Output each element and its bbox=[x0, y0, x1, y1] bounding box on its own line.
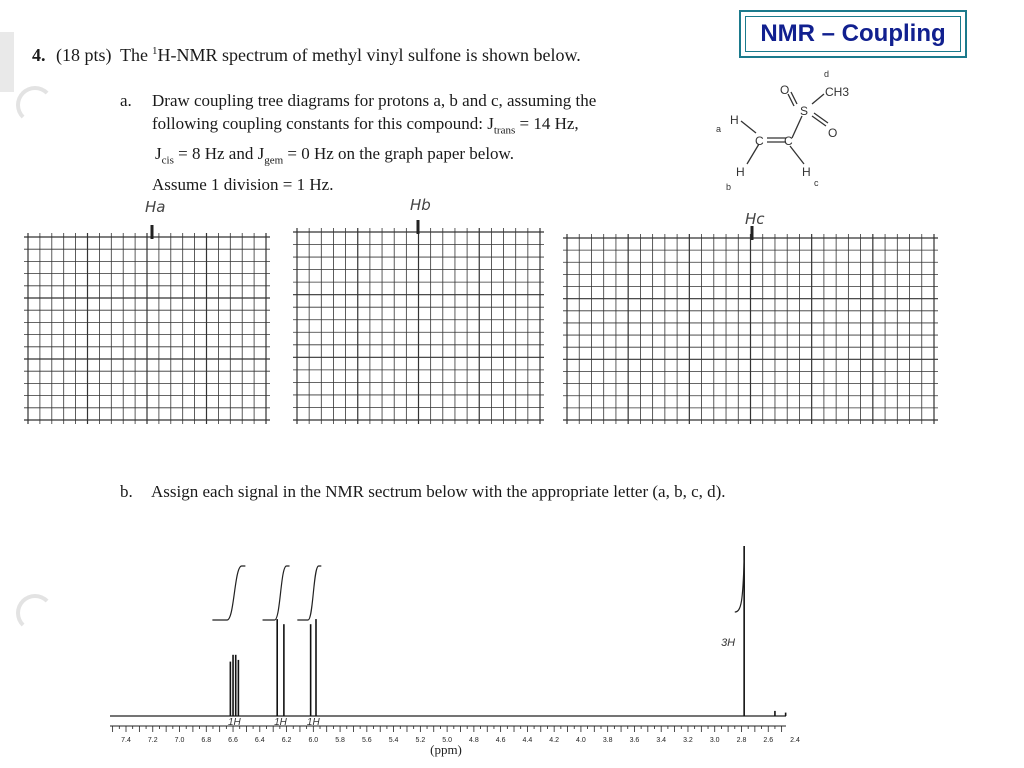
part-a-label: a. bbox=[120, 91, 132, 110]
x-tick-label: 7.4 bbox=[121, 737, 131, 744]
letter-a: a bbox=[716, 124, 722, 134]
part-a-line1: Draw coupling tree diagrams for protons a, b and c, assuming the bbox=[152, 91, 597, 110]
question-superscript: 1 bbox=[151, 45, 158, 57]
question-number: 4. bbox=[32, 45, 46, 65]
carbon-left: C bbox=[755, 134, 764, 148]
x-tick-label: 4.2 bbox=[549, 737, 560, 744]
x-tick-label: 2.6 bbox=[763, 737, 774, 744]
letter-b: b bbox=[726, 182, 732, 192]
part-a-line4: Assume 1 division = 1 Hz. bbox=[152, 174, 334, 194]
x-tick-label: 2.8 bbox=[736, 737, 747, 744]
x-tick-label: 4.8 bbox=[469, 737, 479, 744]
x-tick-label: 5.2 bbox=[415, 737, 426, 744]
x-tick-label: 6.0 bbox=[308, 737, 319, 744]
part-a-line3: $J_{cis} = 8$ Hz and $J_{gem} = 0$ Hz on the graph paper below. bbox=[155, 144, 514, 167]
x-tick-label: 3.0 bbox=[709, 737, 720, 744]
integration-label: 1H bbox=[306, 717, 320, 728]
x-tick-label: 7.2 bbox=[147, 737, 158, 744]
x-tick-label: 6.2 bbox=[281, 737, 292, 744]
spectrum-xlabel: (ppm) bbox=[430, 742, 462, 757]
integral-curve bbox=[297, 566, 321, 620]
oxygen-top: O bbox=[780, 83, 790, 97]
x-tick-label: 5.4 bbox=[388, 737, 399, 744]
spectrum-integrals bbox=[212, 560, 744, 728]
x-tick-label: 7.0 bbox=[174, 737, 185, 744]
sulfur-atom: S bbox=[800, 104, 809, 118]
graph-paper-hc[interactable] bbox=[563, 226, 938, 424]
spectrum-peaks bbox=[230, 546, 785, 716]
hydrogen-c: H bbox=[802, 165, 811, 179]
graph-paper-area bbox=[0, 190, 1024, 430]
integral-curve bbox=[212, 566, 245, 620]
question-text: H-NMR spectrum of methyl vinyl sulfone is shown below. bbox=[157, 45, 581, 65]
x-tick-label: 6.6 bbox=[228, 737, 238, 744]
grid-label-hb: Hb bbox=[410, 196, 431, 214]
x-tick-label: 3.4 bbox=[656, 737, 667, 744]
x-tick-label: 4.6 bbox=[495, 737, 506, 744]
x-tick-label: 2.4 bbox=[790, 737, 800, 744]
x-tick-label: 4.4 bbox=[522, 737, 533, 744]
x-tick-label: 6.4 bbox=[254, 737, 265, 744]
x-tick-label: 6.8 bbox=[201, 737, 212, 744]
x-tick-label: 4.0 bbox=[576, 737, 586, 744]
slide-title-badge bbox=[739, 10, 967, 58]
integral-curve bbox=[735, 560, 744, 612]
question-prefix: The bbox=[120, 45, 148, 65]
letter-c: c bbox=[814, 178, 819, 188]
graph-paper-hb[interactable] bbox=[293, 220, 544, 424]
x-tick-label: 3.6 bbox=[629, 737, 640, 744]
graph-paper-ha[interactable] bbox=[24, 225, 270, 424]
part-b-label: b. bbox=[120, 482, 133, 501]
grid-label-hc: Hc bbox=[745, 210, 765, 228]
oxygen-right: O bbox=[828, 126, 838, 140]
methyl-integration-label: 3H bbox=[721, 637, 736, 649]
methyl-vinyl-sulfone-structure bbox=[700, 64, 860, 196]
label-d: d bbox=[824, 69, 830, 79]
integration-label: 1H bbox=[227, 717, 241, 728]
spectrum-axis bbox=[110, 716, 786, 732]
hydrogen-a: H bbox=[730, 113, 739, 127]
part-b-instructions: Assign each signal in the NMR sectrum below with the appropriate letter (a, b, c, d). bbox=[151, 482, 726, 501]
x-tick-label: 3.8 bbox=[602, 737, 613, 744]
x-tick-label: 5.6 bbox=[361, 737, 372, 744]
part-a-line2: following coupling constants for this compound: $J_{trans} = 14$ Hz, bbox=[152, 114, 579, 137]
hydrogen-b: H bbox=[736, 165, 745, 179]
x-tick-label: 5.0 bbox=[442, 737, 452, 744]
grid-label-ha: Ha bbox=[145, 198, 166, 216]
carbon-right: C bbox=[784, 134, 793, 148]
nmr-spectrum bbox=[0, 540, 1024, 768]
x-tick-label: 5.8 bbox=[335, 737, 345, 744]
methyl-group: CH3 bbox=[825, 85, 850, 99]
integration-label: 1H bbox=[274, 717, 287, 728]
question-points: (18 pts) bbox=[56, 45, 112, 65]
slide-title: NMR – Coupling bbox=[745, 16, 961, 52]
x-tick-label: 3.2 bbox=[683, 737, 693, 744]
hole-punch-mark bbox=[16, 86, 54, 124]
page-shadow-corner bbox=[0, 32, 14, 92]
part-a-instructions bbox=[152, 89, 672, 196]
question-header bbox=[32, 45, 581, 66]
integral-curve bbox=[263, 566, 290, 620]
